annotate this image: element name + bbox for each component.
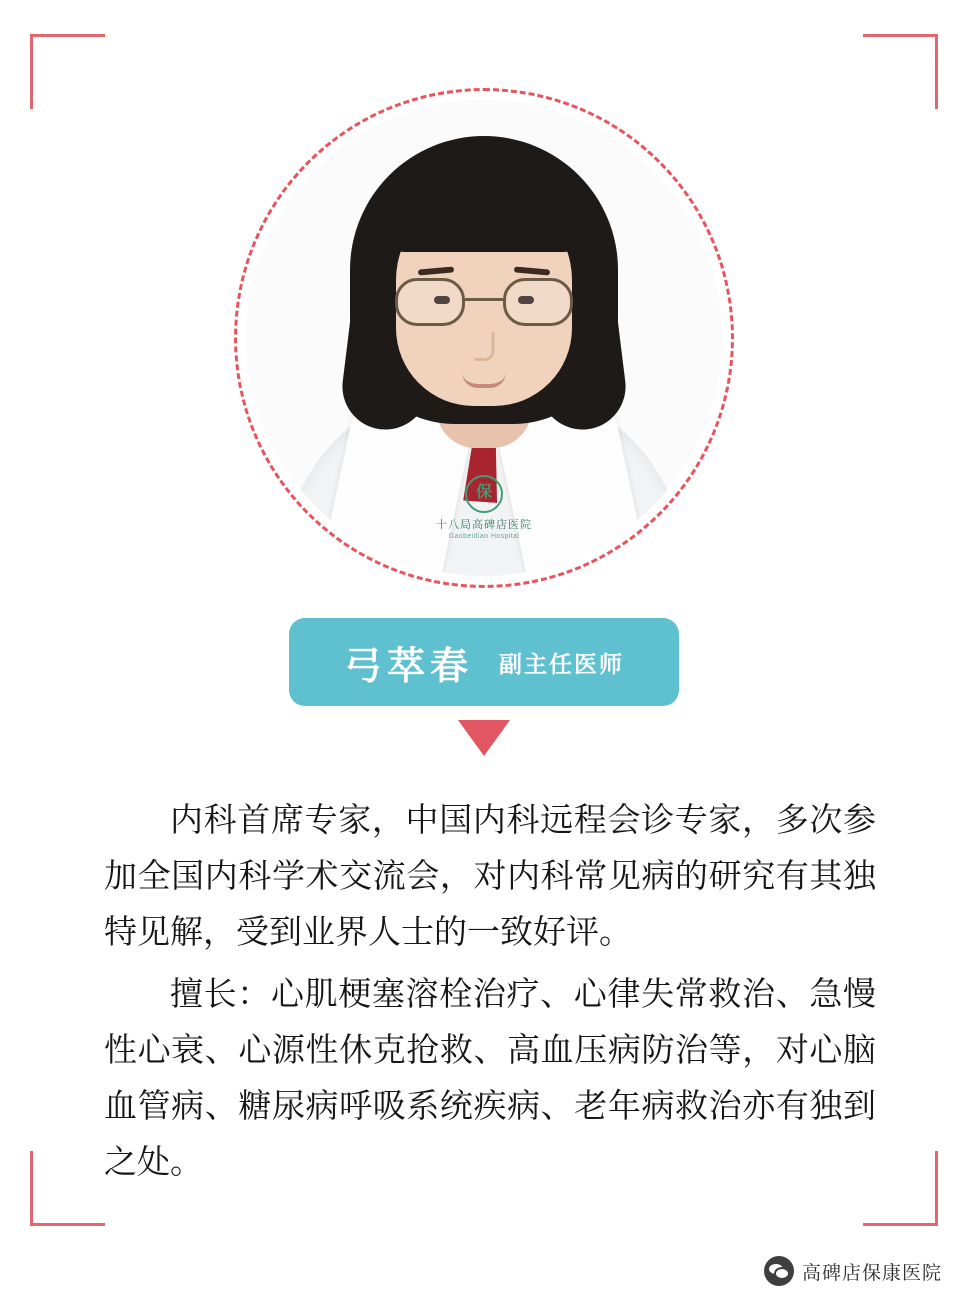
corner-bracket-top-left — [30, 34, 105, 109]
corner-bracket-top-right — [863, 34, 938, 109]
portrait-dashed-ring — [234, 88, 734, 588]
biography-paragraph-2: 擅长：心肌梗塞溶栓治疗、心律失常救治、急慢性心衰、心源性休克抢救、高血压病防治等，对心脑血管病、糖尿病呼吸系统疾病、老年病救治亦有独到之处。 — [104, 974, 876, 1181]
doctor-title: 副主任医师 — [499, 650, 624, 677]
hospital-logo-name-cn: 十八局高碑店医院 — [436, 519, 532, 531]
corner-bracket-bottom-left — [30, 1151, 105, 1226]
doctor-biography — [104, 792, 876, 1196]
footer-account — [764, 1256, 942, 1286]
wechat-icon — [764, 1256, 794, 1286]
doctor-nameplate — [289, 618, 679, 706]
hospital-logo-name-en: Gaobeidian Hospital — [448, 533, 520, 540]
doctor-name: 弓萃春 — [343, 645, 473, 688]
footer-account-name: 高碑店保康医院 — [801, 1262, 942, 1284]
hospital-logo-mark: 保 — [465, 475, 503, 513]
doctor-portrait — [234, 88, 734, 588]
biography-paragraph-1: 内科首席专家，中国内科远程会诊专家，多次参加全国内科学术交流会，对内科常见病的研究有其独特见解，受到业界人士的一致好评。 — [104, 800, 876, 951]
arrow-down-icon — [458, 720, 510, 756]
